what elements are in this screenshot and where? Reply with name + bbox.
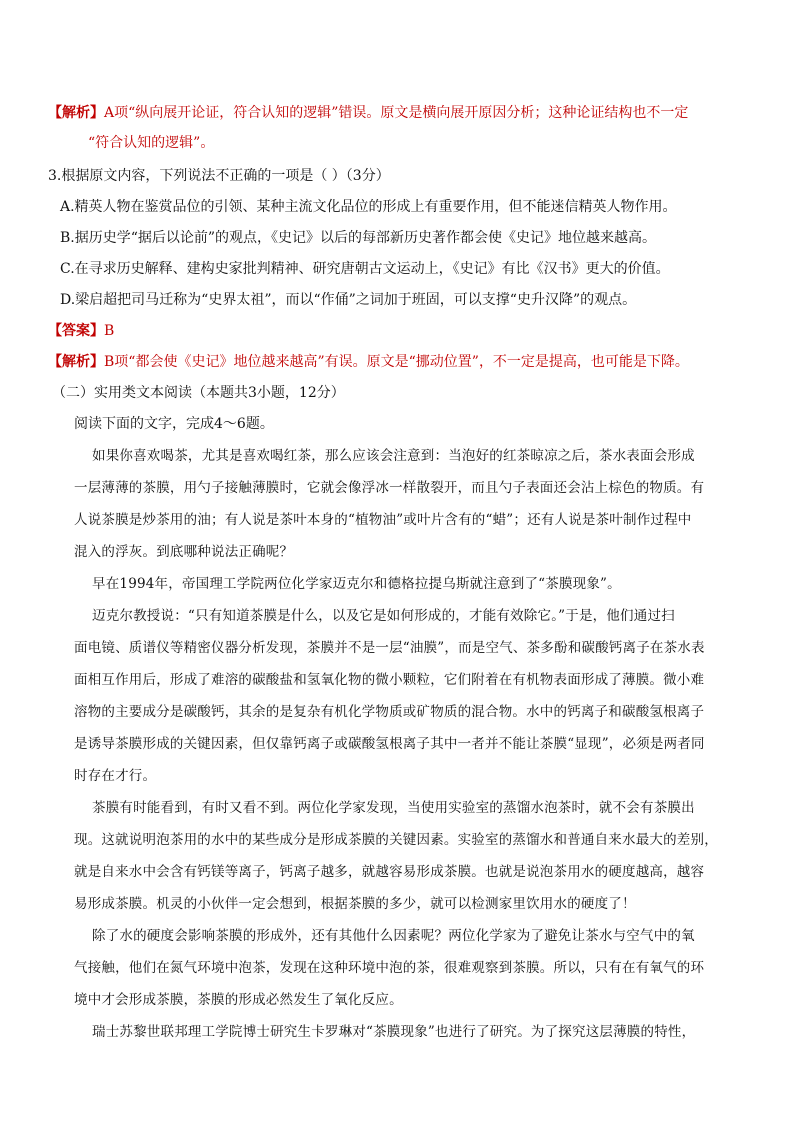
analysis-1-line-2: “符合认知的逻辑”。 [88,135,215,151]
passage-p5-line-1: 除了水的硬度会影响茶膜的形成外，还有其他什么因素呢？两位化学家为了避免让茶水与空气中的氧 [92,928,695,944]
passage-p3-line-3: 面相互作用后，形成了难溶的碳酸盐和氢氧化物的微小颗粒，它们附着在有机物表面形成了薄膜。微小难 [74,672,705,688]
passage-p3-line-5: 是诱导茶膜形成的关键因素，但仅靠钙离子或碳酸氢根离子其中一者并不能让茶膜“显现”，必须是两者同 [74,736,705,752]
answer-value: B [104,323,115,339]
analysis-text-after: ，不一定是提高，也可能是下降。 [478,354,689,370]
passage-p3-line-6: 时存在才行。 [74,768,157,784]
answer-line [48,322,114,340]
analysis-tag: 【解析】 [48,354,104,370]
passage-p1-line-3: 人说茶膜是炒茶用的油；有人说是茶叶本身的“植物油”或叶片含有的“蜡”；还有人说是茶叶制作过程中 [74,512,692,528]
passage-p4-line-1: 茶膜有时能看到，有时又看不到。两位化学家发现，当使用实验室的蒸馏水泡茶时，就不会有茶膜出 [92,800,695,816]
option-c: C.在寻求历史解释、建构史家批判精神、研究唐朝古文运动上，《史记》有比《汉书》更大的价值。 [60,261,670,277]
passage-p4-line-4: 易形成茶膜。机灵的小伙伴一定会想到，根据茶膜的多少，就可以检测家里饮用水的硬度了！ [74,896,636,912]
analysis-2-line [48,353,689,371]
analysis-tag: 【解析】 [48,105,104,121]
answer-tag: 【答案】 [48,323,104,339]
section-heading: （二）实用类文本阅读（本题共3小题，12分） [52,385,345,401]
option-b: B.据历史学“据后以论前”的观点，《史记》以后的每部新历史著作都会使《史记》地位越来越高。 [60,230,657,246]
passage-p4-line-3: 就是自来水中会含有钙镁等离子，钙离子越多，就越容易形成茶膜。也就是说泡茶用水的硬度越高，越容 [74,864,705,880]
passage-p1-line-1: 如果你喜欢喝茶，尤其是喜欢喝红茶，那么应该会注意到：当泡好的红茶晾凉之后，茶水表面会形成 [92,448,695,464]
analysis-1-line-1 [48,104,688,122]
analysis-highlight: “挪动位置” [408,354,479,370]
passage-p5-line-2: 气接触，他们在氮气环境中泡茶，发现在这种环境中泡的茶，很难观察到茶膜。所以，只有在有氧气的环 [74,960,705,976]
section-instruction: 阅读下面的文字，完成4～6题。 [74,416,274,432]
passage-p6-line-1: 瑞士苏黎世联邦理工学院博士研究生卡罗琳对“茶膜现象”也进行了研究。为了探究这层薄膜的特性， [92,1024,696,1040]
option-d: D.梁启超把司马迁称为“史界太祖”，而以“作俑”之词加于班固，可以支撑“史升汉降”的观点。 [60,292,637,308]
passage-p1-line-2: 一层薄薄的茶膜，用勺子接触薄膜时，它就会像浮冰一样散裂开，而且勺子表面还会沾上棕色的物质。有 [74,480,705,496]
passage-p3-line-2: 面电镜、质谱仪等精密仪器分析发现，茶膜并不是一层“油膜”，而是空气、茶多酚和碳酸钙离子在茶水表 [74,640,705,656]
passage-p3-line-4: 溶物的主要成分是碳酸钙，其余的是复杂有机化学物质或矿物质的混合物。水中的钙离子和碳酸氢根离子 [74,704,705,720]
passage-p5-line-3: 境中才会形成茶膜，茶膜的形成必然发生了氧化反应。 [74,992,403,1008]
passage-p1-line-4: 混入的浮灰。到底哪种说法正确呢？ [74,544,294,560]
analysis-text-before: B项“都会使《史记》地位越来越高”有误。原文是 [104,354,409,370]
passage-p4-line-2: 现。这就说明泡茶用的水中的某些成分是形成茶膜的关键因素。实验室的蒸馏水和普通自来水最大的差别， [74,832,718,848]
analysis-text: A项“纵向展开论证，符合认知的逻辑”错误。原文是横向展开原因分析；这种论证结构也不一定 [104,105,689,121]
option-a: A.精英人物在鉴赏品位的引领、某种主流文化品位的形成上有重要作用，但不能迷信精英人物作用。 [60,199,677,215]
question-3-stem: 3.根据原文内容，下列说法不正确的一项是（ ）（3分） [48,168,390,184]
passage-p2-line-1: 早在1994年，帝国理工学院两位化学家迈克尔和德格拉提乌斯就注意到了“茶膜现象”。 [92,576,621,592]
passage-p3-line-1: 迈克尔教授说：“只有知道茶膜是什么，以及它是如何形成的，才能有效除它。”于是，他们通过扫 [92,608,675,624]
